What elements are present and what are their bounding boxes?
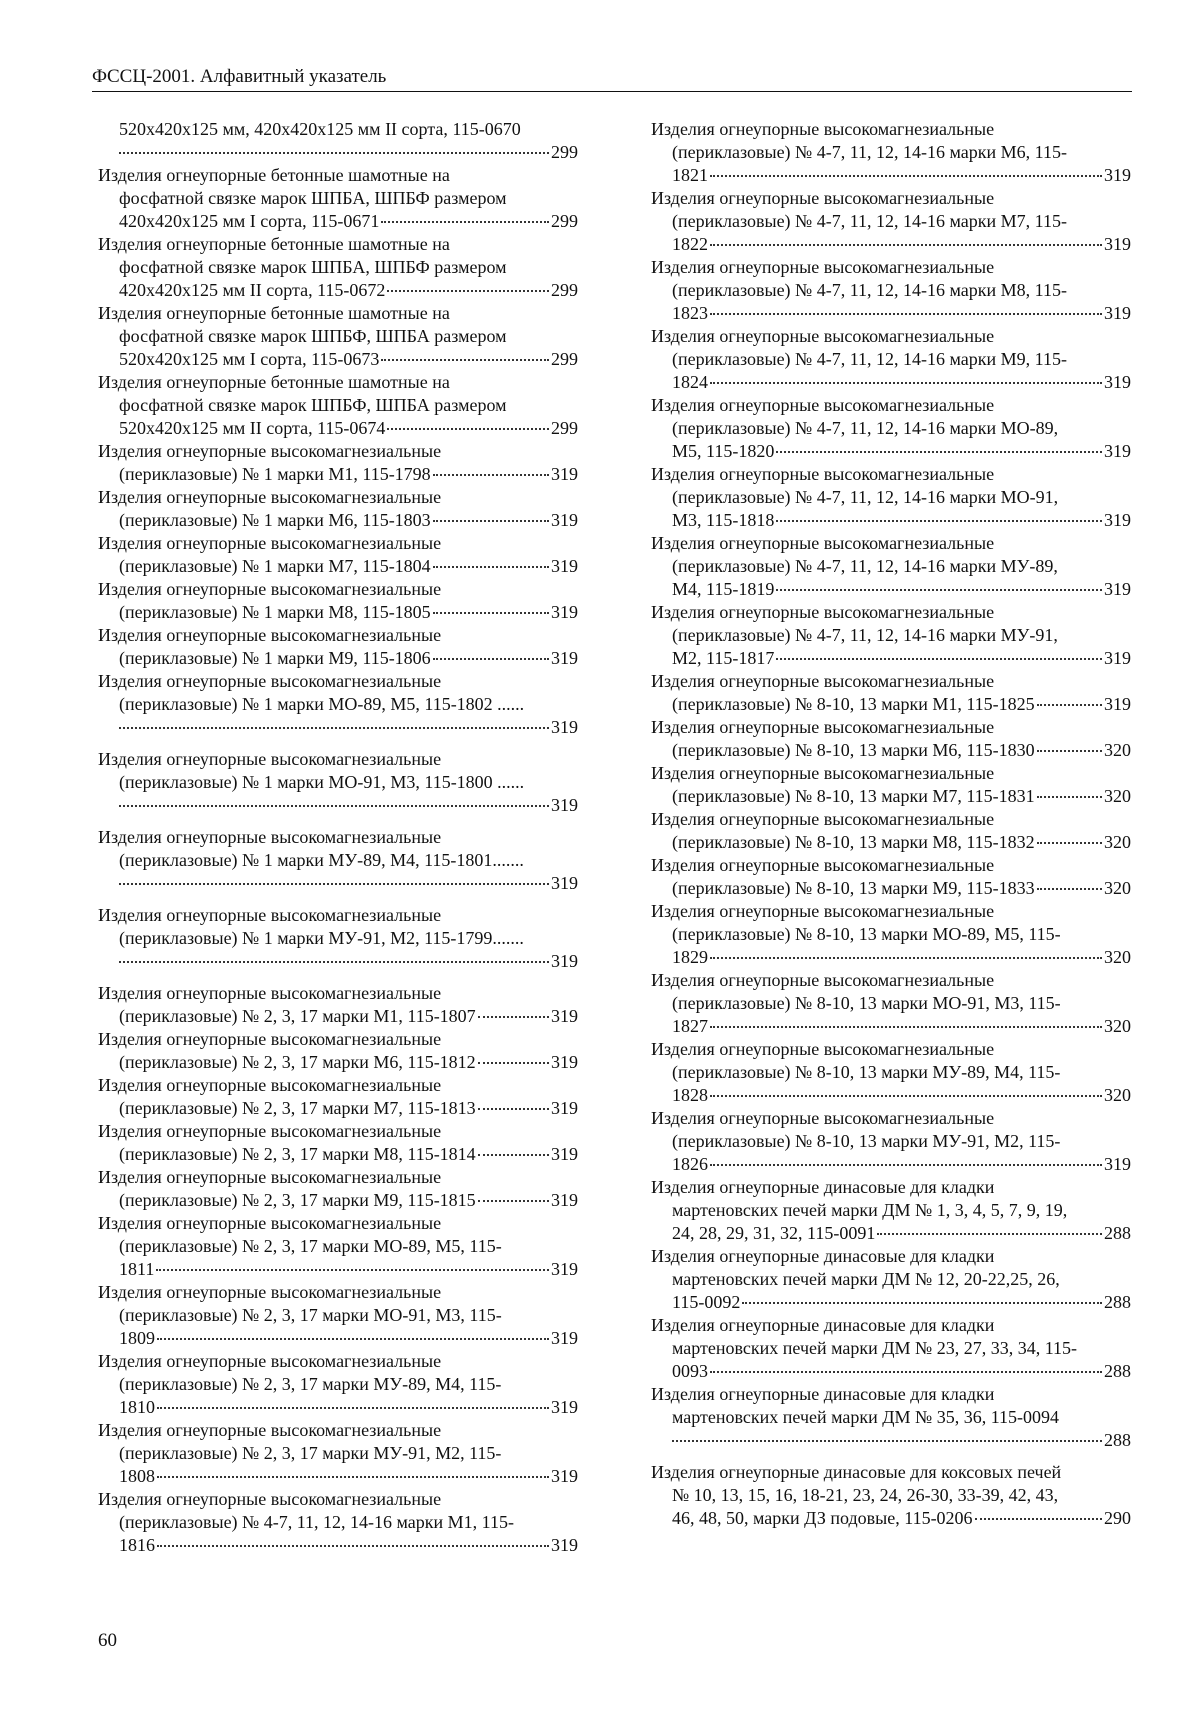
index-entry-text: (периклазовые) № 2, 3, 17 марки МУ-89, М4, 115- bbox=[119, 1374, 502, 1394]
index-entry-text: Изделия огнеупорные высокомагнезиальные bbox=[651, 602, 995, 622]
dot-leader bbox=[156, 1269, 549, 1271]
index-entry-text: (периклазовые) № 2, 3, 17 марки М9, 115-1815 bbox=[119, 1190, 476, 1210]
index-entry-text: (периклазовые) № 1 марки М6, 115-1803 bbox=[119, 510, 431, 530]
index-entry bbox=[98, 118, 578, 164]
index-entry-text: Изделия огнеупорные высокомагнезиальные bbox=[651, 188, 995, 208]
index-entry-page: 319 bbox=[551, 1098, 578, 1118]
index-entry-page: 319 bbox=[1104, 1154, 1131, 1174]
index-entry-page: 319 bbox=[551, 510, 578, 530]
index-entry-page: 299 bbox=[551, 349, 578, 369]
index-entry bbox=[98, 302, 578, 371]
index-entry-text: Изделия огнеупорные бетонные шамотные на bbox=[98, 303, 450, 323]
dot-leader bbox=[710, 175, 1102, 177]
index-entry bbox=[651, 1107, 1131, 1176]
index-entry-page: 320 bbox=[1104, 786, 1131, 806]
index-entry-text: 420х420х125 мм II сорта, 115-0672 bbox=[119, 280, 386, 300]
index-entry-page: 299 bbox=[551, 280, 578, 300]
index-entry bbox=[98, 1488, 578, 1557]
index-entry-text: Изделия огнеупорные высокомагнезиальные bbox=[651, 1108, 995, 1128]
index-entry-text: (периклазовые) № 1 марки МУ-91, М2, 115-1799....... bbox=[119, 928, 524, 948]
dot-leader bbox=[1037, 750, 1102, 752]
index-entry-text: 1811 bbox=[119, 1259, 155, 1279]
dot-leader bbox=[776, 451, 1102, 453]
index-entry-text: 420х420х125 мм I сорта, 115-0671 bbox=[119, 211, 380, 231]
index-entry-text: (периклазовые) № 1 марки М1, 115-1798 bbox=[119, 464, 431, 484]
index-entry-text: 1829 bbox=[672, 947, 708, 967]
index-entry bbox=[98, 748, 578, 817]
index-entry-text: Изделия огнеупорные высокомагнезиальные bbox=[98, 1029, 442, 1049]
index-entry-page: 319 bbox=[551, 556, 578, 576]
index-entry-text: Изделия огнеупорные высокомагнезиальные bbox=[98, 441, 442, 461]
index-entry-page: 320 bbox=[1104, 947, 1131, 967]
dot-leader bbox=[433, 474, 549, 476]
index-entry bbox=[651, 670, 1131, 716]
index-entry-text: Изделия огнеупорные высокомагнезиальные bbox=[98, 533, 442, 553]
index-entry bbox=[98, 1212, 578, 1281]
dot-leader bbox=[1037, 796, 1102, 798]
index-entry-text: 1824 bbox=[672, 372, 708, 392]
index-entry-text: Изделия огнеупорные высокомагнезиальные bbox=[98, 625, 442, 645]
index-entry-text: Изделия огнеупорные высокомагнезиальные bbox=[98, 1075, 442, 1095]
index-entry bbox=[98, 904, 578, 973]
index-entry-text: М2, 115-1817 bbox=[672, 648, 775, 668]
index-entry-text: Изделия огнеупорные высокомагнезиальные bbox=[98, 749, 442, 769]
index-entry-text: Изделия огнеупорные высокомагнезиальные bbox=[98, 827, 442, 847]
index-entry-page: 319 bbox=[551, 717, 578, 737]
index-entry-text: Изделия огнеупорные динасовые для коксовых печей bbox=[651, 1462, 1062, 1482]
index-entry-page: 288 bbox=[1104, 1292, 1131, 1312]
index-entry bbox=[651, 394, 1131, 463]
index-entry bbox=[98, 578, 578, 624]
dot-leader bbox=[672, 1440, 1102, 1442]
index-entry-text: 1808 bbox=[119, 1466, 155, 1486]
index-entry-page: 299 bbox=[551, 418, 578, 438]
dot-leader bbox=[742, 1302, 1102, 1304]
index-entry-page: 319 bbox=[551, 1397, 578, 1417]
index-entry-text: мартеновских печей марки ДМ № 12, 20-22,25, 26, bbox=[672, 1269, 1060, 1289]
index-entry-text: (периклазовые) № 4-7, 11, 12, 14-16 марки МУ-91, bbox=[672, 625, 1058, 645]
index-entry bbox=[98, 670, 578, 739]
index-entry-text: мартеновских печей марки ДМ № 1, 3, 4, 5, 7, 9, 19, bbox=[672, 1200, 1068, 1220]
index-entry bbox=[651, 762, 1131, 808]
index-entry-text: (периклазовые) № 2, 3, 17 марки М6, 115-1812 bbox=[119, 1052, 476, 1072]
dot-leader bbox=[478, 1154, 549, 1156]
index-entry-text: фосфатной связке марок ШПБФ, ШПБА размером bbox=[119, 395, 507, 415]
index-entry-text: (периклазовые) № 4-7, 11, 12, 14-16 марки М6, 115- bbox=[672, 142, 1068, 162]
page-header-title: ФССЦ-2001. Алфавитный указатель bbox=[92, 66, 387, 87]
dot-leader bbox=[975, 1518, 1102, 1520]
index-entry-text: (периклазовые) № 4-7, 11, 12, 14-16 марки МУ-89, bbox=[672, 556, 1058, 576]
index-entry bbox=[98, 1350, 578, 1419]
index-entry-page: 319 bbox=[551, 951, 578, 971]
dot-leader bbox=[710, 1026, 1102, 1028]
index-entry bbox=[98, 1120, 578, 1166]
dot-leader bbox=[381, 221, 549, 223]
index-entry-text: Изделия огнеупорные высокомагнезиальные bbox=[98, 983, 442, 1003]
index-entry bbox=[651, 1245, 1131, 1314]
index-entry-text: М3, 115-1818 bbox=[672, 510, 775, 530]
index-entry bbox=[651, 187, 1131, 256]
index-entry-text: 24, 28, 29, 31, 32, 115-0091 bbox=[672, 1223, 876, 1243]
index-entry bbox=[651, 854, 1131, 900]
index-entry-text: Изделия огнеупорные бетонные шамотные на bbox=[98, 372, 450, 392]
index-entry-page: 319 bbox=[1104, 234, 1131, 254]
entry-spacer bbox=[98, 973, 578, 982]
dot-leader bbox=[119, 727, 549, 729]
index-entry bbox=[651, 808, 1131, 854]
index-entry bbox=[651, 256, 1131, 325]
index-entry-text: (периклазовые) № 8-10, 13 марки МУ-89, М4, 115- bbox=[672, 1062, 1061, 1082]
index-entry bbox=[98, 532, 578, 578]
index-entry bbox=[98, 440, 578, 486]
entry-spacer bbox=[98, 895, 578, 904]
index-entry-text: М5, 115-1820 bbox=[672, 441, 775, 461]
index-entry-text: Изделия огнеупорные высокомагнезиальные bbox=[98, 671, 442, 691]
index-entry-text: Изделия огнеупорные высокомагнезиальные bbox=[98, 579, 442, 599]
index-entry-text: фосфатной связке марок ШПБФ, ШПБА размером bbox=[119, 326, 507, 346]
index-entry-text: 1810 bbox=[119, 1397, 155, 1417]
index-entry bbox=[98, 486, 578, 532]
index-entry-text: Изделия огнеупорные высокомагнезиальные bbox=[651, 119, 995, 139]
index-entry-text: (периклазовые) № 1 марки М9, 115-1806 bbox=[119, 648, 431, 668]
index-entry bbox=[651, 900, 1131, 969]
index-column-right bbox=[651, 118, 1131, 1530]
index-entry-page: 319 bbox=[1104, 165, 1131, 185]
index-entry bbox=[651, 969, 1131, 1038]
index-entry-text: 46, 48, 50, марки ДЗ подовые, 115-0206 bbox=[672, 1508, 973, 1528]
index-entry-text: Изделия огнеупорные высокомагнезиальные bbox=[651, 326, 995, 346]
index-entry bbox=[98, 233, 578, 302]
index-entry-text: Изделия огнеупорные высокомагнезиальные bbox=[651, 1039, 995, 1059]
dot-leader bbox=[119, 152, 549, 154]
dot-leader bbox=[433, 612, 549, 614]
index-entry-text: Изделия огнеупорные динасовые для кладки bbox=[651, 1177, 995, 1197]
index-entry bbox=[651, 1038, 1131, 1107]
index-entry-page: 319 bbox=[551, 1535, 578, 1555]
index-entry-page: 319 bbox=[551, 648, 578, 668]
index-entry-text: Изделия огнеупорные высокомагнезиальные bbox=[651, 763, 995, 783]
dot-leader bbox=[433, 520, 549, 522]
index-entry-page: 320 bbox=[1104, 1085, 1131, 1105]
index-entry bbox=[651, 716, 1131, 762]
index-entry bbox=[651, 601, 1131, 670]
index-entry-text: (периклазовые) № 8-10, 13 марки М8, 115-1832 bbox=[672, 832, 1035, 852]
index-entry bbox=[98, 1281, 578, 1350]
dot-leader bbox=[877, 1233, 1102, 1235]
dot-leader bbox=[1037, 704, 1102, 706]
index-entry bbox=[98, 1074, 578, 1120]
index-entry bbox=[651, 463, 1131, 532]
index-entry-text: (периклазовые) № 8-10, 13 марки МО-89, М5, 115- bbox=[672, 924, 1061, 944]
index-entry-text: Изделия огнеупорные высокомагнезиальные bbox=[651, 257, 995, 277]
index-entry-page: 319 bbox=[551, 1328, 578, 1348]
index-entry-page: 319 bbox=[1104, 441, 1131, 461]
index-entry-text: (периклазовые) № 1 марки МО-91, М3, 115-1800 ...... bbox=[119, 772, 525, 792]
dot-leader bbox=[710, 957, 1102, 959]
index-entry-text: (периклазовые) № 2, 3, 17 марки МО-91, М3, 115- bbox=[119, 1305, 502, 1325]
dot-leader bbox=[710, 1164, 1102, 1166]
index-entry bbox=[98, 371, 578, 440]
index-entry-text: Изделия огнеупорные бетонные шамотные на bbox=[98, 165, 450, 185]
index-entry-text: (периклазовые) № 1 марки М7, 115-1804 bbox=[119, 556, 431, 576]
index-entry-page: 319 bbox=[1104, 579, 1131, 599]
dot-leader bbox=[478, 1200, 549, 1202]
dot-leader bbox=[710, 313, 1102, 315]
dot-leader bbox=[710, 1371, 1102, 1373]
index-entry-text: (периклазовые) № 4-7, 11, 12, 14-16 марки М9, 115- bbox=[672, 349, 1068, 369]
index-entry-text: Изделия огнеупорные высокомагнезиальные bbox=[98, 1121, 442, 1141]
index-entry-page: 319 bbox=[551, 1466, 578, 1486]
index-entry-page: 319 bbox=[551, 1052, 578, 1072]
index-entry-text: Изделия огнеупорные высокомагнезиальные bbox=[651, 970, 995, 990]
index-entry-text: 1809 bbox=[119, 1328, 155, 1348]
index-entry-text: мартеновских печей марки ДМ № 35, 36, 115-0094 bbox=[672, 1407, 1060, 1427]
index-entry-page: 288 bbox=[1104, 1361, 1131, 1381]
index-entry-text: 520х420х125 мм II сорта, 115-0674 bbox=[119, 418, 386, 438]
index-entry-text: (периклазовые) № 4-7, 11, 12, 14-16 марки МО-91, bbox=[672, 487, 1059, 507]
index-entry-text: (периклазовые) № 8-10, 13 марки М6, 115-1830 bbox=[672, 740, 1035, 760]
index-entry-text: фосфатной связке марок ШПБА, ШПБФ размером bbox=[119, 257, 507, 277]
index-entry-text: 1816 bbox=[119, 1535, 155, 1555]
index-entry bbox=[651, 118, 1131, 187]
page-number: 60 bbox=[98, 1630, 117, 1651]
dot-leader bbox=[157, 1407, 549, 1409]
index-entry-text: (периклазовые) № 8-10, 13 марки МО-91, М3, 115- bbox=[672, 993, 1061, 1013]
index-entry-page: 320 bbox=[1104, 832, 1131, 852]
index-entry-page: 288 bbox=[1104, 1223, 1131, 1243]
dot-leader bbox=[710, 244, 1102, 246]
index-entry-page: 319 bbox=[551, 795, 578, 815]
index-entry-text: (периклазовые) № 8-10, 13 марки М1, 115-1825 bbox=[672, 694, 1035, 714]
dot-leader bbox=[478, 1108, 549, 1110]
index-entry-text: фосфатной связке марок ШПБА, ШПБФ размером bbox=[119, 188, 507, 208]
index-entry-text: Изделия огнеупорные высокомагнезиальные bbox=[98, 1167, 442, 1187]
index-entry-text: 1828 bbox=[672, 1085, 708, 1105]
index-entry bbox=[651, 1314, 1131, 1383]
index-entry-text: 520х420х125 мм I сорта, 115-0673 bbox=[119, 349, 380, 369]
index-entry-text: 1823 bbox=[672, 303, 708, 323]
dot-leader bbox=[1037, 888, 1102, 890]
index-entry-text: (периклазовые) № 4-7, 11, 12, 14-16 марки М8, 115- bbox=[672, 280, 1068, 300]
index-entry-text: 520х420х125 мм, 420х420х125 мм II сорта, 115-0670 bbox=[119, 119, 521, 139]
dot-leader bbox=[119, 961, 549, 963]
index-entry bbox=[98, 624, 578, 670]
index-entry bbox=[98, 982, 578, 1028]
dot-leader bbox=[710, 1095, 1102, 1097]
index-entry-text: (периклазовые) № 4-7, 11, 12, 14-16 марки М7, 115- bbox=[672, 211, 1068, 231]
index-entry-text: Изделия огнеупорные высокомагнезиальные bbox=[98, 1213, 442, 1233]
index-entry bbox=[651, 532, 1131, 601]
dot-leader bbox=[433, 658, 549, 660]
index-entry-text: 1821 bbox=[672, 165, 708, 185]
index-entry-text: (периклазовые) № 2, 3, 17 марки М8, 115-1814 bbox=[119, 1144, 476, 1164]
index-entry-page: 319 bbox=[1104, 694, 1131, 714]
dot-leader bbox=[387, 290, 549, 292]
index-entry-page: 299 bbox=[551, 142, 578, 162]
dot-leader bbox=[1037, 842, 1102, 844]
index-entry-text: 0093 bbox=[672, 1361, 708, 1381]
dot-leader bbox=[710, 382, 1102, 384]
index-entry-text: Изделия огнеупорные высокомагнезиальные bbox=[98, 1282, 442, 1302]
index-entry-page: 290 bbox=[1104, 1508, 1131, 1528]
index-entry-text: Изделия огнеупорные высокомагнезиальные bbox=[651, 855, 995, 875]
index-column-left bbox=[98, 118, 578, 1557]
index-entry-text: (периклазовые) № 2, 3, 17 марки М7, 115-1813 bbox=[119, 1098, 476, 1118]
index-entry-text: мартеновских печей марки ДМ № 23, 27, 33, 34, 115- bbox=[672, 1338, 1078, 1358]
index-entry-text: № 10, 13, 15, 16, 18-21, 23, 24, 26-30, 33-39, 42, 43, bbox=[672, 1485, 1059, 1505]
index-entry bbox=[98, 164, 578, 233]
index-entry-text: Изделия огнеупорные высокомагнезиальные bbox=[651, 671, 995, 691]
index-entry-page: 319 bbox=[551, 1006, 578, 1026]
dot-leader bbox=[157, 1545, 549, 1547]
index-entry-page: 319 bbox=[551, 873, 578, 893]
index-entry bbox=[651, 325, 1131, 394]
dot-leader bbox=[387, 428, 549, 430]
index-entry bbox=[98, 1419, 578, 1488]
entry-spacer bbox=[98, 739, 578, 748]
index-entry-page: 319 bbox=[551, 602, 578, 622]
index-entry-page: 320 bbox=[1104, 1016, 1131, 1036]
index-entry-page: 319 bbox=[1104, 510, 1131, 530]
index-entry-text: (периклазовые) № 4-7, 11, 12, 14-16 марки МО-89, bbox=[672, 418, 1059, 438]
index-entry-page: 319 bbox=[1104, 648, 1131, 668]
index-entry-text: Изделия огнеупорные высокомагнезиальные bbox=[98, 1489, 442, 1509]
index-entry bbox=[98, 1028, 578, 1074]
index-entry-text: Изделия огнеупорные динасовые для кладки bbox=[651, 1315, 995, 1335]
index-entry-text: 1822 bbox=[672, 234, 708, 254]
index-entry-page: 288 bbox=[1104, 1430, 1131, 1450]
index-entry-text: Изделия огнеупорные высокомагнезиальные bbox=[98, 905, 442, 925]
index-entry-text: Изделия огнеупорные высокомагнезиальные bbox=[651, 533, 995, 553]
dot-leader bbox=[433, 566, 549, 568]
dot-leader bbox=[776, 520, 1102, 522]
index-entry bbox=[98, 1166, 578, 1212]
index-entry-text: (периклазовые) № 4-7, 11, 12, 14-16 марки М1, 115- bbox=[119, 1512, 515, 1532]
index-entry-text: Изделия огнеупорные высокомагнезиальные bbox=[98, 1351, 442, 1371]
dot-leader bbox=[381, 359, 549, 361]
index-entry-page: 299 bbox=[551, 211, 578, 231]
dot-leader bbox=[157, 1476, 549, 1478]
dot-leader bbox=[776, 658, 1102, 660]
index-entry-page: 319 bbox=[1104, 303, 1131, 323]
dot-leader bbox=[478, 1016, 549, 1018]
index-entry-text: Изделия огнеупорные динасовые для кладки bbox=[651, 1384, 995, 1404]
index-entry-text: (периклазовые) № 1 марки МУ-89, М4, 115-1801....... bbox=[119, 850, 524, 870]
dot-leader bbox=[776, 589, 1102, 591]
index-entry bbox=[98, 826, 578, 895]
index-entry-page: 319 bbox=[551, 1190, 578, 1210]
dot-leader bbox=[119, 805, 549, 807]
index-entry-text: Изделия огнеупорные динасовые для кладки bbox=[651, 1246, 995, 1266]
index-entry-text: Изделия огнеупорные бетонные шамотные на bbox=[98, 234, 450, 254]
index-entry-page: 320 bbox=[1104, 740, 1131, 760]
index-entry-text: 1827 bbox=[672, 1016, 708, 1036]
entry-spacer bbox=[98, 817, 578, 826]
index-entry-text: (периклазовые) № 2, 3, 17 марки МО-89, М5, 115- bbox=[119, 1236, 502, 1256]
index-entry-text: Изделия огнеупорные высокомагнезиальные bbox=[651, 717, 995, 737]
index-entry-text: (периклазовые) № 2, 3, 17 марки М1, 115-1807 bbox=[119, 1006, 476, 1026]
index-entry-page: 320 bbox=[1104, 878, 1131, 898]
index-entry-text: Изделия огнеупорные высокомагнезиальные bbox=[651, 809, 995, 829]
dot-leader bbox=[157, 1338, 549, 1340]
index-entry-page: 319 bbox=[1104, 372, 1131, 392]
index-entry-text: М4, 115-1819 bbox=[672, 579, 775, 599]
index-entry-text: (периклазовые) № 8-10, 13 марки МУ-91, М2, 115- bbox=[672, 1131, 1061, 1151]
index-entry-text: (периклазовые) № 8-10, 13 марки М7, 115-1831 bbox=[672, 786, 1035, 806]
entry-spacer bbox=[651, 1452, 1131, 1461]
index-entry-text: (периклазовые) № 1 марки МО-89, М5, 115-1802 ...... bbox=[119, 694, 525, 714]
dot-leader bbox=[478, 1062, 549, 1064]
index-entry-text: Изделия огнеупорные высокомагнезиальные bbox=[98, 487, 442, 507]
index-entry-page: 319 bbox=[551, 1144, 578, 1164]
index-entry-text: Изделия огнеупорные высокомагнезиальные bbox=[651, 395, 995, 415]
index-entry-text: Изделия огнеупорные высокомагнезиальные bbox=[98, 1420, 442, 1440]
index-entry bbox=[651, 1461, 1131, 1530]
index-entry-text: 1826 bbox=[672, 1154, 708, 1174]
index-entry-text: Изделия огнеупорные высокомагнезиальные bbox=[651, 901, 995, 921]
index-entry-text: (периклазовые) № 8-10, 13 марки М9, 115-1833 bbox=[672, 878, 1035, 898]
page-header bbox=[92, 66, 1132, 92]
index-entry bbox=[651, 1383, 1131, 1452]
index-entry-text: Изделия огнеупорные высокомагнезиальные bbox=[651, 464, 995, 484]
dot-leader bbox=[119, 883, 549, 885]
index-entry-page: 319 bbox=[551, 1259, 578, 1279]
index-entry-text: (периклазовые) № 2, 3, 17 марки МУ-91, М2, 115- bbox=[119, 1443, 502, 1463]
index-entry-page: 319 bbox=[551, 464, 578, 484]
index-entry bbox=[651, 1176, 1131, 1245]
index-entry-text: 115-0092 bbox=[672, 1292, 741, 1312]
index-entry-text: (периклазовые) № 1 марки М8, 115-1805 bbox=[119, 602, 431, 622]
